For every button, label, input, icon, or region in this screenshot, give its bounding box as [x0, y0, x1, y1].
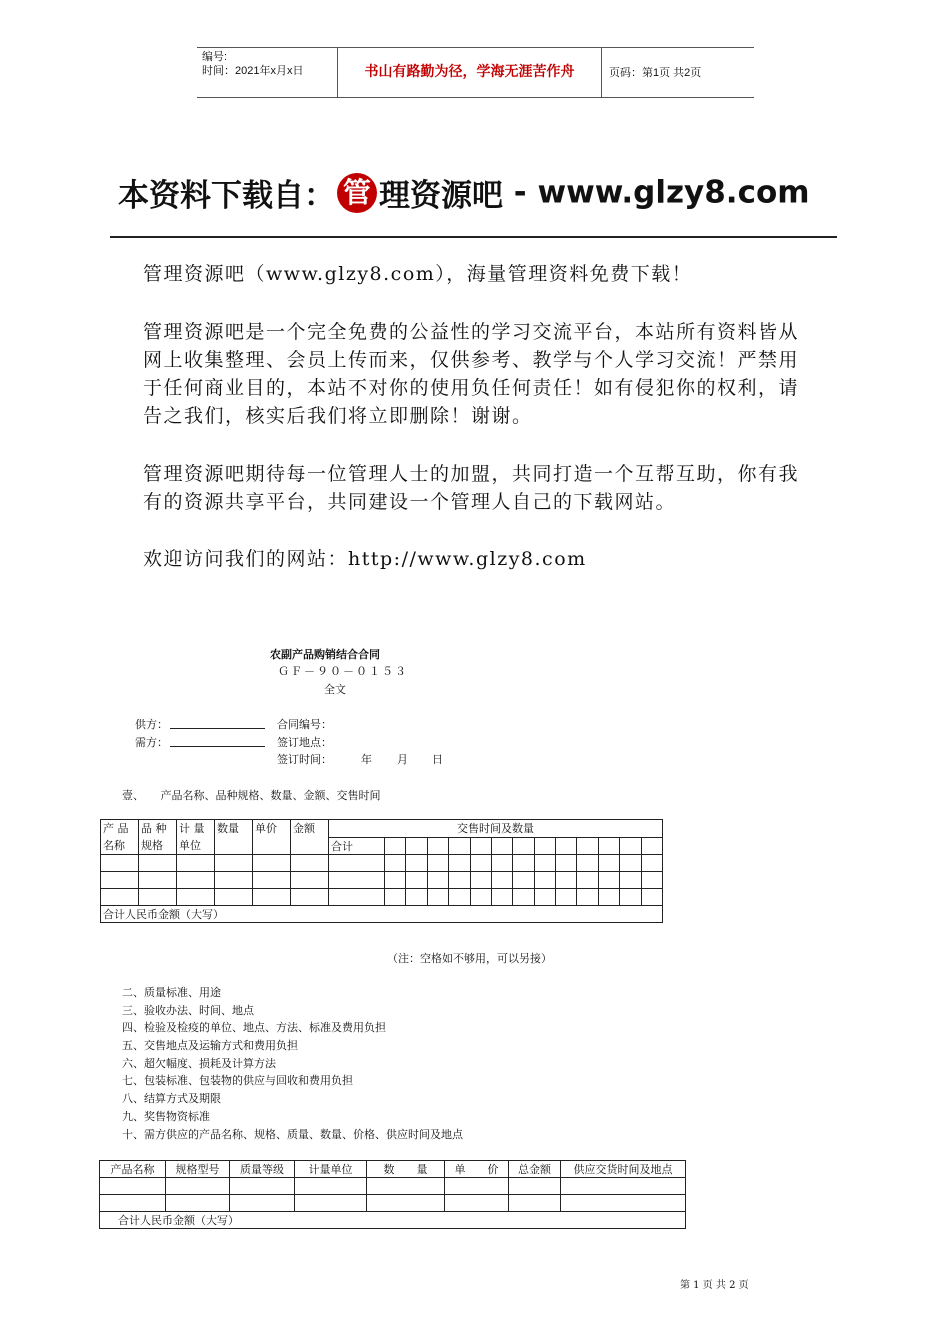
- banner-brand: 理资源吧: [379, 178, 503, 214]
- supplier-field[interactable]: [170, 728, 265, 729]
- col-unit: 计 量单位: [177, 820, 215, 855]
- table-note: （注：空格如不够用，可以另接）: [387, 952, 552, 965]
- section-item: 三、验收办法、时间、地点: [122, 1003, 254, 1017]
- table-row: [100, 1195, 686, 1212]
- page-footer: 第 1 页 共 2 页: [680, 1280, 749, 1291]
- header-meta: [197, 48, 338, 97]
- col-total-amount: 总金额: [509, 1161, 561, 1178]
- table-row: [101, 855, 663, 872]
- supplier-label: 供方：: [135, 718, 168, 731]
- table-row: [100, 1178, 686, 1195]
- header-page-info: 页码：第1页 共2页: [609, 67, 702, 79]
- section-item: 四、检验及检疫的单位、地点、方法、标准及费用负担: [122, 1021, 386, 1035]
- col-product-name: 产 品名称: [101, 820, 139, 855]
- table-row: [101, 872, 663, 889]
- section-item: 八、结算方式及期限: [122, 1092, 221, 1106]
- header-motto: 书山有路勤为径，学海无涯苦作舟: [338, 48, 602, 97]
- table2-footer: 合计人民币金额（大写）: [100, 1212, 686, 1229]
- contract-no-label: 合同编号：: [277, 718, 332, 731]
- time-label: 时间：2021年x月x日: [202, 65, 304, 77]
- banner-prefix: 本资料下载自：: [118, 178, 335, 214]
- number-label: 编号:: [202, 51, 228, 63]
- banner-divider: [110, 236, 837, 238]
- sign-day: 日: [432, 753, 443, 766]
- section-item: 二、质量标准、用途: [122, 986, 221, 999]
- col-delivery: 交售时间及数量: [329, 820, 663, 838]
- buyer-label: 需方：: [135, 736, 168, 749]
- col-spec: 品 种规格: [139, 820, 177, 855]
- col-price: 单 价: [445, 1161, 509, 1178]
- section-1-heading: 壹、 产品名称、品种规格、数量、金额、交售时间: [122, 789, 381, 802]
- products-table: [100, 819, 663, 923]
- col-product-name: 产品名称: [100, 1161, 166, 1178]
- intro-paragraph-1: 管理资源吧（www.glzy8.com），海量管理资料免费下载！: [143, 263, 693, 285]
- sign-month: 月: [397, 753, 408, 766]
- col-grade: 质量等级: [230, 1161, 295, 1178]
- col-unit: 计量单位: [295, 1161, 367, 1178]
- section-item: 六、超欠幅度、损耗及计算方法: [122, 1056, 276, 1070]
- supply-table: [99, 1160, 686, 1229]
- col-price: 单价: [253, 820, 291, 855]
- contract-code: ＧＦ－９０－０１５３: [278, 665, 408, 678]
- section-item: 五、交售地点及运输方式和费用负担: [122, 1039, 298, 1053]
- col-qty: 数 量: [367, 1161, 445, 1178]
- section-item: 十、需方供应的产品名称、规格、质量、数量、价格、供应时间及地点: [122, 1127, 463, 1141]
- col-total: 合计: [329, 837, 385, 855]
- page-header: [197, 47, 754, 98]
- section-item: 七、包装标准、包装物的供应与回收和费用负担: [122, 1074, 353, 1088]
- intro-paragraph-3: 管理资源吧期待每一位管理人士的加盟，共同打造一个互帮互助，你有我有的资源共享平台，共同建设一个管理人自己的下载网站。: [143, 463, 800, 513]
- sign-place-label: 签订地点：: [277, 736, 332, 749]
- banner-dash: -: [503, 174, 538, 211]
- table1-footer: 合计人民币金额（大写）: [101, 906, 663, 923]
- banner-url[interactable]: www.glzy8.com: [537, 174, 810, 211]
- site-logo-icon: 管: [337, 173, 377, 213]
- section-list: [122, 984, 463, 1143]
- intro-paragraph-4: 欢迎访问我们的网站：http://www.glzy8.com: [143, 548, 587, 570]
- buyer-field[interactable]: [170, 746, 265, 747]
- col-delivery: 供应交货时间及地点: [561, 1161, 686, 1178]
- col-amount: 金额: [291, 820, 329, 855]
- sign-year: 年: [361, 753, 372, 766]
- contract-title: 农副产品购销结合合同: [270, 648, 380, 661]
- sign-time-label: 签订时间：: [277, 753, 332, 766]
- col-qty: 数量: [215, 820, 253, 855]
- intro-paragraph-2: 管理资源吧是一个完全免费的公益性的学习交流平台，本站所有资料皆从网上收集整理、会员上传而来，仅供参考、教学与个人学习交流！严禁用于任何商业目的，本站不对你的使用负任何责任！如有侵犯你的权利，请告之我们，核实后我们将立即删除！谢谢。: [143, 321, 800, 427]
- section-item: 九、奖售物资标准: [122, 1109, 210, 1123]
- download-banner: [118, 170, 838, 220]
- col-model: 规格型号: [166, 1161, 230, 1178]
- contract-subtitle: 全文: [324, 683, 346, 696]
- table-row: [101, 889, 663, 906]
